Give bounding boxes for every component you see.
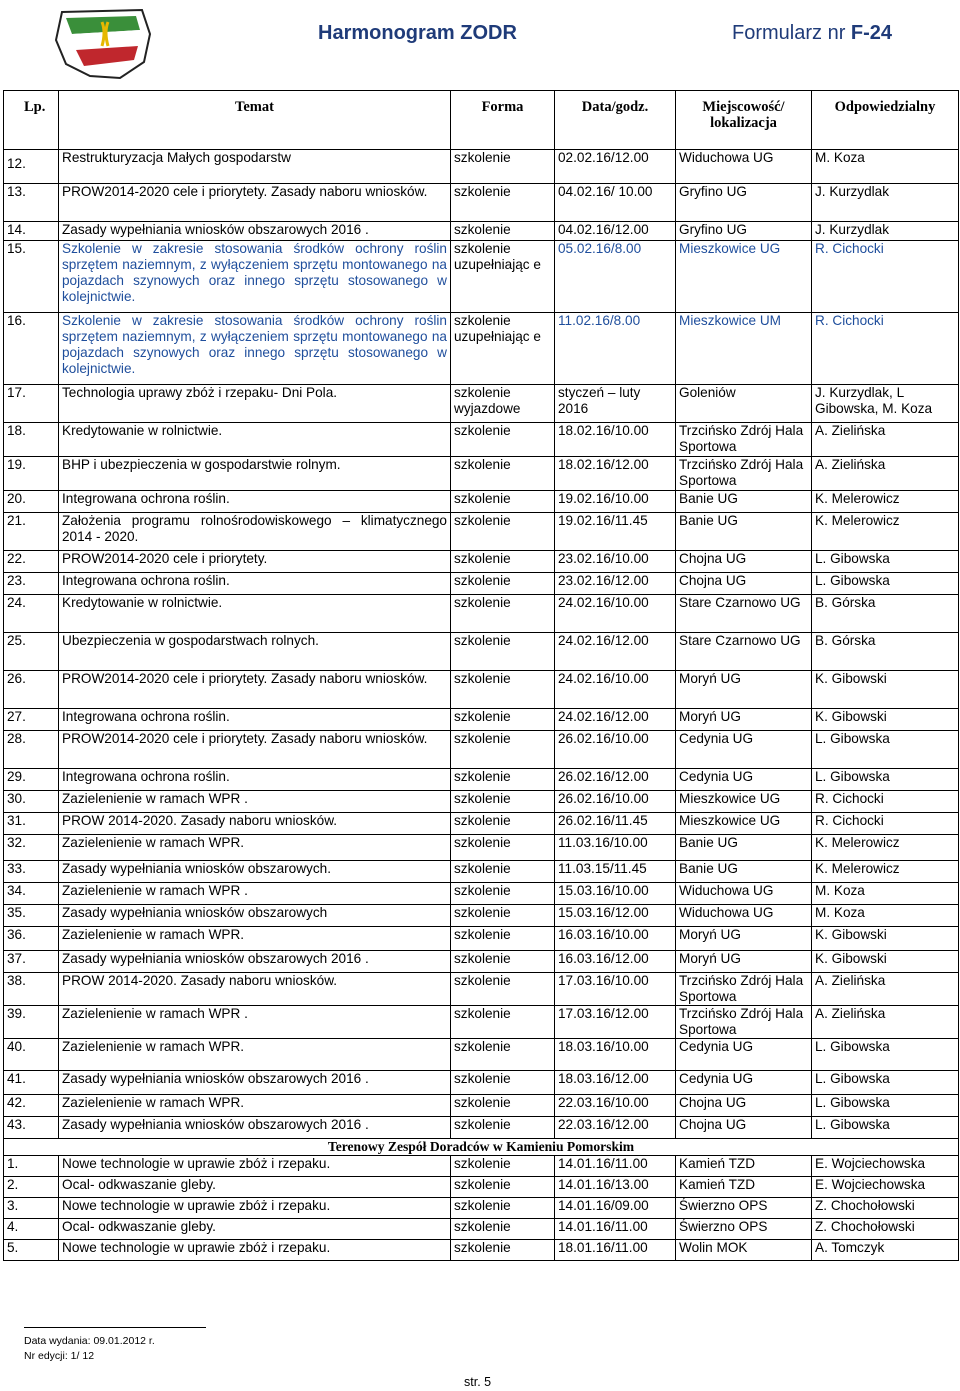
table-row (4, 385, 959, 423)
row-number: 12. (4, 150, 59, 184)
row-responsible: K. Gibowski (812, 671, 959, 709)
table-row (4, 883, 959, 905)
row-topic: BHP i ubezpieczenia w gospodarstwie rolnym. (59, 457, 451, 491)
row-number: 2. (4, 1177, 59, 1198)
row-form: szkolenie (451, 595, 555, 633)
row-responsible: E. Wojciechowska (812, 1156, 959, 1177)
row-topic: Zazielenienie w ramach WPR. (59, 1039, 451, 1071)
table-row (4, 513, 959, 551)
row-topic: Ocal- odkwaszanie gleby. (59, 1219, 451, 1240)
row-date: 14.01.16/11.00 (555, 1219, 676, 1240)
row-form: szkolenie (451, 1095, 555, 1117)
row-form: szkolenie (451, 1177, 555, 1198)
row-form: szkolenie wyjazdowe (451, 385, 555, 423)
row-date: styczeń – luty 2016 (555, 385, 676, 423)
row-place: Banie UG (676, 835, 812, 861)
row-place: Trzcińsko Zdrój Hala Sportowa (676, 1006, 812, 1039)
row-number: 27. (4, 709, 59, 731)
row-form: szkolenie (451, 1240, 555, 1261)
row-number: 21. (4, 513, 59, 551)
row-place: Chojna UG (676, 551, 812, 573)
row-date: 24.02.16/12.00 (555, 709, 676, 731)
row-topic: Założenia programu rolnośrodowiskowego – klimatycznego 2014 - 2020. (59, 513, 451, 551)
row-responsible: L. Gibowska (812, 1039, 959, 1071)
row-responsible: L. Gibowska (812, 573, 959, 595)
row-number: 34. (4, 883, 59, 905)
row-responsible: K. Gibowski (812, 927, 959, 951)
row-topic: Zasady wypełniania wniosków obszarowych 2016 . (59, 222, 451, 241)
row-responsible: L. Gibowska (812, 1071, 959, 1095)
row-number: 22. (4, 551, 59, 573)
row-place: Mieszkowice UM (676, 313, 812, 385)
table-row (4, 457, 959, 491)
row-responsible: K. Gibowski (812, 951, 959, 973)
row-form: szkolenie (451, 551, 555, 573)
row-place: Stare Czarnowo UG (676, 595, 812, 633)
table-row (4, 595, 959, 633)
row-date: 04.02.16/12.00 (555, 222, 676, 241)
row-form: szkolenie (451, 861, 555, 883)
row-date: 02.02.16/12.00 (555, 150, 676, 184)
row-responsible: L. Gibowska (812, 769, 959, 791)
row-place: Kamień TZD (676, 1177, 812, 1198)
table-header-row (4, 91, 959, 150)
row-form: szkolenie (451, 633, 555, 671)
row-form: szkolenie (451, 731, 555, 769)
row-responsible: L. Gibowska (812, 1117, 959, 1139)
row-number: 40. (4, 1039, 59, 1071)
row-place: Cedynia UG (676, 769, 812, 791)
edition-number: Nr edycji: 1/ 12 (24, 1350, 95, 1362)
row-responsible: A. Zielińska (812, 457, 959, 491)
row-number: 18. (4, 423, 59, 457)
table-row (4, 1039, 959, 1071)
row-date: 18.02.16/10.00 (555, 423, 676, 457)
row-topic: Kredytowanie w rolnictwie. (59, 423, 451, 457)
row-topic: Technologia uprawy zbóż i rzepaku- Dni Pola. (59, 385, 451, 423)
row-date: 16.03.16/12.00 (555, 951, 676, 973)
issue-date: Data wydania: 09.01.2012 r. (24, 1335, 155, 1347)
row-date: 26.02.16/10.00 (555, 731, 676, 769)
row-place: Widuchowa UG (676, 883, 812, 905)
table-row (4, 1198, 959, 1219)
table-row (4, 1240, 959, 1261)
row-place: Moryń UG (676, 927, 812, 951)
row-topic: Zasady wypełniania wniosków obszarowych 2016 . (59, 951, 451, 973)
section-title: Terenowy Zespół Doradców w Kamieniu Pomorskim (4, 1139, 959, 1156)
row-place: Mieszkowice UG (676, 813, 812, 835)
row-number: 17. (4, 385, 59, 423)
row-form: szkolenie (451, 671, 555, 709)
row-number: 43. (4, 1117, 59, 1139)
table-row (4, 1095, 959, 1117)
row-date: 11.03.15/11.45 (555, 861, 676, 883)
row-responsible: A. Zielińska (812, 423, 959, 457)
row-topic: Zazielenienie w ramach WPR. (59, 927, 451, 951)
table-row (4, 709, 959, 731)
col-header-responsible: Odpowiedzialny (812, 91, 959, 150)
row-responsible: M. Koza (812, 883, 959, 905)
row-date: 05.02.16/8.00 (555, 241, 676, 313)
row-number: 3. (4, 1198, 59, 1219)
row-topic: PROW2014-2020 cele i priorytety. Zasady naboru wniosków. (59, 671, 451, 709)
table-row (4, 423, 959, 457)
row-form: szkolenie (451, 184, 555, 222)
schedule-table (3, 90, 959, 1261)
row-date: 11.03.16/10.00 (555, 835, 676, 861)
document-header (0, 0, 960, 88)
row-number: 28. (4, 731, 59, 769)
row-responsible: M. Koza (812, 150, 959, 184)
row-date: 17.03.16/12.00 (555, 1006, 676, 1039)
table-row (4, 1117, 959, 1139)
table-row (4, 905, 959, 927)
row-date: 19.02.16/11.45 (555, 513, 676, 551)
row-topic: Zasady wypełniania wniosków obszarowych. (59, 861, 451, 883)
row-topic: Kredytowanie w rolnictwie. (59, 595, 451, 633)
row-number: 39. (4, 1006, 59, 1039)
row-topic: Zazielenienie w ramach WPR . (59, 1006, 451, 1039)
row-responsible: J. Kurzydlak, L Gibowska, M. Koza (812, 385, 959, 423)
row-topic: Nowe technologie w uprawie zbóż i rzepaku. (59, 1156, 451, 1177)
row-form: szkolenie uzupełniając e (451, 313, 555, 385)
col-header-place: Miejscowość/ lokalizacja (676, 91, 812, 150)
row-topic: Zasady wypełniania wniosków obszarowych 2016 . (59, 1071, 451, 1095)
row-number: 16. (4, 313, 59, 385)
row-topic: Integrowana ochrona roślin. (59, 769, 451, 791)
col-header-lp: Lp. (4, 91, 59, 150)
row-date: 16.03.16/10.00 (555, 927, 676, 951)
table-row (4, 951, 959, 973)
document-title: Harmonogram ZODR (318, 22, 517, 44)
row-responsible: E. Wojciechowska (812, 1177, 959, 1198)
row-topic: Zasady wypełniania wniosków obszarowych 2016 . (59, 1117, 451, 1139)
row-topic: Restrukturyzacja Małych gospodarstw (59, 150, 451, 184)
row-number: 15. (4, 241, 59, 313)
row-place: Świerzno OPS (676, 1219, 812, 1240)
row-place: Stare Czarnowo UG (676, 633, 812, 671)
row-number: 35. (4, 905, 59, 927)
row-responsible: K. Melerowicz (812, 835, 959, 861)
table-row (4, 150, 959, 184)
row-topic: PROW2014-2020 cele i priorytety. (59, 551, 451, 573)
row-number: 1. (4, 1156, 59, 1177)
row-topic: Nowe technologie w uprawie zbóż i rzepaku. (59, 1198, 451, 1219)
row-date: 18.03.16/12.00 (555, 1071, 676, 1095)
row-place: Widuchowa UG (676, 150, 812, 184)
row-responsible: B. Górska (812, 595, 959, 633)
row-topic: Szkolenie w zakresie stosowania środków ochrony roślin sprzętem naziemnym, z wyłączeniem sprzętu montowanego na pojazdach szynowych oraz innego sprzętu stosowanego w kolejnictwie. (59, 241, 451, 313)
table-row (4, 1219, 959, 1240)
row-form: szkolenie (451, 1039, 555, 1071)
row-number: 36. (4, 927, 59, 951)
row-place: Moryń UG (676, 709, 812, 731)
row-responsible: A. Zielińska (812, 973, 959, 1006)
row-form: szkolenie (451, 927, 555, 951)
row-place: Widuchowa UG (676, 905, 812, 927)
row-number: 31. (4, 813, 59, 835)
row-number: 38. (4, 973, 59, 1006)
row-place: Moryń UG (676, 671, 812, 709)
row-number: 23. (4, 573, 59, 595)
table-row (4, 731, 959, 769)
table-row (4, 769, 959, 791)
row-number: 41. (4, 1071, 59, 1095)
table-row (4, 491, 959, 513)
row-responsible: J. Kurzydlak (812, 184, 959, 222)
row-responsible: A. Tomczyk (812, 1240, 959, 1261)
col-header-form: Forma (451, 91, 555, 150)
row-place: Moryń UG (676, 951, 812, 973)
row-place: Cedynia UG (676, 1071, 812, 1095)
row-responsible: R. Cichocki (812, 791, 959, 813)
row-responsible: K. Melerowicz (812, 861, 959, 883)
table-row (4, 551, 959, 573)
table-row (4, 241, 959, 313)
row-topic: Ocal- odkwaszanie gleby. (59, 1177, 451, 1198)
table-row (4, 791, 959, 813)
row-date: 14.01.16/13.00 (555, 1177, 676, 1198)
row-place: Cedynia UG (676, 731, 812, 769)
row-responsible: R. Cichocki (812, 813, 959, 835)
row-form: szkolenie (451, 835, 555, 861)
row-place: Banie UG (676, 513, 812, 551)
row-number: 29. (4, 769, 59, 791)
row-form: szkolenie (451, 1219, 555, 1240)
row-topic: PROW2014-2020 cele i priorytety. Zasady naboru wniosków. (59, 731, 451, 769)
row-form: szkolenie (451, 791, 555, 813)
row-date: 24.02.16/10.00 (555, 671, 676, 709)
row-number: 25. (4, 633, 59, 671)
zodr-logo-icon (50, 4, 160, 84)
row-responsible: K. Gibowski (812, 709, 959, 731)
row-date: 26.02.16/11.45 (555, 813, 676, 835)
section-header-row (4, 1139, 959, 1156)
row-place: Goleniów (676, 385, 812, 423)
row-number: 14. (4, 222, 59, 241)
row-place: Gryfino UG (676, 222, 812, 241)
row-topic: Zazielenienie w ramach WPR. (59, 1095, 451, 1117)
row-topic: Zazielenienie w ramach WPR. (59, 835, 451, 861)
row-form: szkolenie (451, 150, 555, 184)
row-topic: PROW2014-2020 cele i priorytety. Zasady naboru wniosków. (59, 184, 451, 222)
row-form: szkolenie (451, 905, 555, 927)
table-row (4, 222, 959, 241)
row-number: 5. (4, 1240, 59, 1261)
row-form: szkolenie (451, 1117, 555, 1139)
row-number: 37. (4, 951, 59, 973)
row-date: 14.01.16/09.00 (555, 1198, 676, 1219)
row-place: Banie UG (676, 861, 812, 883)
row-responsible: L. Gibowska (812, 1095, 959, 1117)
row-responsible: Z. Chochołowski (812, 1198, 959, 1219)
table-row (4, 184, 959, 222)
table-row (4, 1071, 959, 1095)
row-responsible: L. Gibowska (812, 731, 959, 769)
row-topic: Szkolenie w zakresie stosowania środków ochrony roślin sprzętem naziemnym, z wyłączeniem sprzętu montowanego na pojazdach szynowych oraz innego sprzętu stosowanego w kolejnictwie. (59, 313, 451, 385)
table-row (4, 313, 959, 385)
row-place: Wolin MOK (676, 1240, 812, 1261)
row-number: 24. (4, 595, 59, 633)
row-number: 32. (4, 835, 59, 861)
row-date: 18.02.16/12.00 (555, 457, 676, 491)
row-form: szkolenie (451, 1156, 555, 1177)
row-place: Chojna UG (676, 1095, 812, 1117)
row-number: 42. (4, 1095, 59, 1117)
row-form: szkolenie (451, 769, 555, 791)
row-form: szkolenie (451, 1198, 555, 1219)
form-code: F-24 (850, 22, 893, 44)
row-responsible: J. Kurzydlak (812, 222, 959, 241)
row-place: Trzcińsko Zdrój Hala Sportowa (676, 423, 812, 457)
row-responsible: Z. Chochołowski (812, 1219, 959, 1240)
row-form: szkolenie (451, 973, 555, 1006)
row-date: 23.02.16/10.00 (555, 551, 676, 573)
row-place: Banie UG (676, 491, 812, 513)
row-topic: PROW 2014-2020. Zasady naboru wniosków. (59, 973, 451, 1006)
row-form: szkolenie (451, 457, 555, 491)
row-number: 19. (4, 457, 59, 491)
row-responsible: K. Melerowicz (812, 491, 959, 513)
table-row (4, 927, 959, 951)
row-form: szkolenie (451, 491, 555, 513)
table-row (4, 1156, 959, 1177)
row-responsible: B. Górska (812, 633, 959, 671)
row-form: szkolenie (451, 423, 555, 457)
row-date: 18.01.16/11.00 (555, 1240, 676, 1261)
row-topic: Zasady wypełniania wniosków obszarowych (59, 905, 451, 927)
row-date: 17.03.16/10.00 (555, 973, 676, 1006)
row-number: 20. (4, 491, 59, 513)
row-date: 24.02.16/12.00 (555, 633, 676, 671)
row-form: szkolenie (451, 1006, 555, 1039)
table-row (4, 973, 959, 1006)
row-date: 22.03.16/10.00 (555, 1095, 676, 1117)
row-number: 13. (4, 184, 59, 222)
row-date: 15.03.16/10.00 (555, 883, 676, 905)
row-topic: Nowe technologie w uprawie zbóż i rzepaku. (59, 1240, 451, 1261)
row-number: 26. (4, 671, 59, 709)
row-place: Świerzno OPS (676, 1198, 812, 1219)
col-header-date: Data/godz. (555, 91, 676, 150)
row-form: szkolenie (451, 573, 555, 595)
row-place: Chojna UG (676, 1117, 812, 1139)
page-number: str. 5 (464, 1375, 492, 1389)
row-date: 04.02.16/ 10.00 (555, 184, 676, 222)
row-place: Kamień TZD (676, 1156, 812, 1177)
row-topic: Zazielenienie w ramach WPR . (59, 883, 451, 905)
col-header-topic: Temat (59, 91, 451, 150)
row-date: 14.01.16/11.00 (555, 1156, 676, 1177)
row-date: 15.03.16/12.00 (555, 905, 676, 927)
row-date: 23.02.16/12.00 (555, 573, 676, 595)
footer-divider (24, 1327, 206, 1328)
form-prefix: Formularz nr (732, 22, 851, 44)
row-topic: PROW 2014-2020. Zasady naboru wniosków. (59, 813, 451, 835)
row-form: szkolenie (451, 222, 555, 241)
row-form: szkolenie (451, 883, 555, 905)
row-place: Chojna UG (676, 573, 812, 595)
row-number: 30. (4, 791, 59, 813)
row-form: szkolenie (451, 513, 555, 551)
row-place: Mieszkowice UG (676, 791, 812, 813)
table-row (4, 835, 959, 861)
row-place: Trzcińsko Zdrój Hala Sportowa (676, 457, 812, 491)
row-responsible: K. Melerowicz (812, 513, 959, 551)
row-responsible: L. Gibowska (812, 551, 959, 573)
table-row (4, 633, 959, 671)
form-number (732, 22, 892, 45)
row-date: 18.03.16/10.00 (555, 1039, 676, 1071)
row-responsible: A. Zielińska (812, 1006, 959, 1039)
row-topic: Zazielenienie w ramach WPR . (59, 791, 451, 813)
row-responsible: R. Cichocki (812, 241, 959, 313)
row-form: szkolenie (451, 951, 555, 973)
table-row (4, 813, 959, 835)
table-row (4, 573, 959, 595)
row-number: 4. (4, 1219, 59, 1240)
table-row (4, 671, 959, 709)
row-number: 33. (4, 861, 59, 883)
row-place: Gryfino UG (676, 184, 812, 222)
row-place: Trzcińsko Zdrój Hala Sportowa (676, 973, 812, 1006)
row-topic: Integrowana ochrona roślin. (59, 709, 451, 731)
row-date: 26.02.16/10.00 (555, 791, 676, 813)
row-date: 26.02.16/12.00 (555, 769, 676, 791)
table-row (4, 861, 959, 883)
row-date: 11.02.16/8.00 (555, 313, 676, 385)
row-date: 22.03.16/12.00 (555, 1117, 676, 1139)
row-topic: Integrowana ochrona roślin. (59, 573, 451, 595)
row-form: szkolenie (451, 1071, 555, 1095)
table-row (4, 1006, 959, 1039)
row-form: szkolenie uzupełniając e (451, 241, 555, 313)
row-responsible: M. Koza (812, 905, 959, 927)
row-topic: Ubezpieczenia w gospodarstwach rolnych. (59, 633, 451, 671)
row-date: 24.02.16/10.00 (555, 595, 676, 633)
row-place: Mieszkowice UG (676, 241, 812, 313)
row-place: Cedynia UG (676, 1039, 812, 1071)
row-topic: Integrowana ochrona roślin. (59, 491, 451, 513)
row-form: szkolenie (451, 709, 555, 731)
row-responsible: R. Cichocki (812, 313, 959, 385)
table-row (4, 1177, 959, 1198)
row-form: szkolenie (451, 813, 555, 835)
row-date: 19.02.16/10.00 (555, 491, 676, 513)
